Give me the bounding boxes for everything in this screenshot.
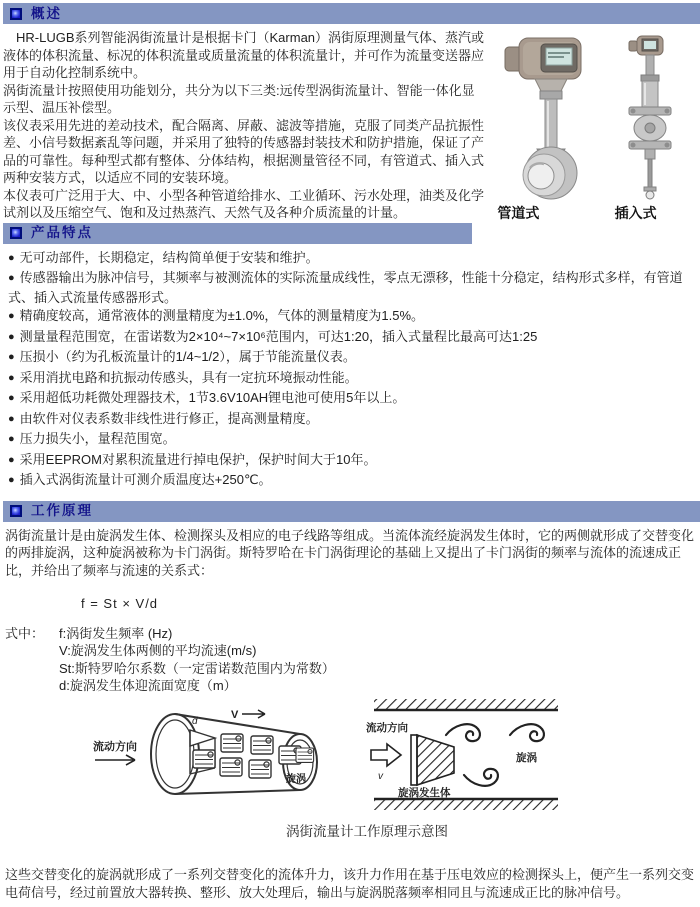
overview-section [3, 29, 697, 223]
where-lines [59, 625, 335, 695]
product-image-insertion [615, 33, 685, 223]
bullet-icon: ● [8, 330, 15, 343]
velocity-label: v [378, 770, 383, 782]
feature-text: 采用消扰电路和抗振动传感头，具有一定抗环境振动性能。 [19, 369, 358, 385]
formula-text: f = St × V/d [81, 596, 159, 611]
insertion-flowmeter-image [615, 33, 685, 201]
features-section [3, 223, 697, 491]
feature-text: 由软件对仪表系数非线性进行修正，提高测量精度。 [19, 410, 319, 426]
overview-paragraph: 本仪表可广泛用于大、中、小型各种管道给排水、工业循环、污水处理，油类及化学试剂以及压缩空气、饱和及过热蒸汽、天然气及各种介质流量的计量。 [3, 187, 485, 220]
flow-direction-label: 流动方向 [93, 740, 137, 753]
pipeline-flowmeter-image [497, 33, 602, 201]
feature-item [8, 328, 697, 348]
vortex-label: 旋涡 [516, 751, 537, 764]
d-label: d [192, 715, 198, 727]
feature-text: 精确度较高，通常液体的测量精度为±1.0%，气体的测量精度为1.5%。 [19, 308, 425, 323]
product-images [485, 29, 697, 223]
diagram-pipe [93, 702, 338, 814]
where-label: 式中： [5, 625, 45, 641]
feature-list [3, 249, 697, 491]
diagram-channel [366, 699, 566, 817]
section-square-icon [10, 505, 22, 517]
velocity-label: V [231, 708, 239, 721]
principle-intro: 涡街流量计是由旋涡发生体、检测探头及相应的电子线路等组成。当流体流经旋涡发生体时，它的两侧就形成了交替变化的两排旋涡，这种旋涡被称为卡门涡街。斯特罗哈在卡门涡街理论的基础上又提出了卡门涡街的频率与流体的流速成正比，并给出了频率与流速的关系式： [5, 527, 695, 578]
diagram-caption: 涡街流量计工作原理示意图 [286, 823, 448, 839]
section-header-principle [3, 501, 700, 522]
section-square-icon [10, 227, 22, 239]
overview-paragraph: 该仪表采用先进的差动技术，配合隔离、屏蔽、滤波等措施，克服了同类产品抗振性差、小信号数据紊乱等问题，并采用了独特的传感器封装技术和防护措施，保证了产品的可靠性。每种型式都有整体、分体结构，根据测量管径不同，有管道式、插入式两种安装方式，以适应不同的安装环境。 [3, 117, 485, 185]
vortex-generator-label: 旋涡发生体 [398, 786, 451, 799]
section-title-features: 产品特点 [31, 225, 93, 241]
section-header-overview [3, 3, 700, 24]
bullet-icon: ● [8, 351, 15, 363]
feature-item [8, 307, 697, 327]
closing-paragraph: 这些交替变化的旋涡就形成了一系列交替变化的流体升力，该升力作用在基于压电效应的检测探头上，便产生一系列交变电荷信号，经过前置放大器转换、整形、放大处理后，输出与旋涡脱落频率相同且与流速成正比的脉冲信号。 [5, 867, 695, 900]
where-line: d:旋涡发生体迎流面宽度（m） [59, 678, 237, 693]
feature-text: 采用超低功耗微处理器技术，1节3.6V10AH锂电池可使用5年以上。 [19, 390, 406, 405]
bullet-icon: ● [8, 251, 15, 264]
where-line: f:涡街发生频率 (Hz) [59, 625, 173, 641]
section-square-icon [10, 8, 22, 20]
product-image-pipeline [497, 33, 602, 223]
overview-text-block [3, 29, 485, 223]
bullet-icon: ● [8, 453, 15, 466]
feature-item [8, 269, 697, 306]
feature-item [8, 410, 697, 430]
feature-item [8, 430, 697, 450]
feature-item [8, 471, 697, 491]
feature-text: 无可动部件，长期稳定，结构简单便于安装和维护。 [19, 249, 319, 265]
overview-paragraph: 涡街流量计按照使用功能划分，共分为以下三类:远传型涡街流量计、智能一体化显示型、温压补偿型。 [3, 82, 475, 115]
bullet-icon: ● [8, 392, 15, 404]
feature-text: 传感器输出为脉冲信号，其频率与被测流体的实际流量成线性，零点无漂移，性能十分稳定，结构形式多样，有管道式、插入式流量传感器形式。 [8, 270, 683, 305]
feature-text: 采用EEPROM对累积流量进行掉电保护，保护时间大于10年。 [19, 451, 377, 467]
bullet-icon: ● [8, 412, 15, 425]
section-title-principle: 工作原理 [31, 503, 93, 519]
formula-legend [5, 625, 697, 695]
feature-text: 压损小（约为孔板流量计的1/4~1/2），属于节能流量仪表。 [19, 349, 356, 364]
feature-text: 测量量程范围宽，在雷诺数为2×10⁴~7×10⁶范围内，可达1:20，插入式量程比最高可达1:25 [19, 328, 538, 344]
bullet-icon: ● [8, 371, 15, 384]
where-line: St:斯特罗哈尔系数（一定雷诺数范围内为常数） [59, 660, 335, 676]
bullet-icon: ● [8, 272, 15, 284]
where-line: V:旋涡发生体两侧的平均流速(m/s) [59, 643, 257, 658]
feature-item [8, 451, 697, 471]
image-caption-insertion: 插入式 [614, 205, 657, 221]
feature-text: 插入式涡街流量计可测介质温度达+250℃。 [19, 472, 272, 487]
bullet-icon: ● [8, 433, 15, 445]
section-header-features [3, 223, 472, 244]
principle-diagrams [93, 699, 697, 817]
principle-section [3, 501, 697, 902]
feature-item [8, 249, 697, 269]
overview-paragraph: HR-LUGB系列智能涡街流量计是根据卡门（Karman）涡街原理测量气体、蒸汽或液体的体积流量、标况的体积流量或质量流量的体积流量计，并可作为流量变送器应用于自动化控制系统中。 [3, 30, 485, 80]
vortex-label: 旋涡 [286, 773, 306, 785]
feature-text: 压力损失小，量程范围宽。 [19, 431, 176, 446]
section-title-overview: 概述 [31, 5, 62, 21]
feature-item [8, 389, 697, 409]
feature-item [8, 369, 697, 389]
feature-item [8, 348, 697, 368]
image-caption-pipeline: 管道式 [497, 205, 540, 221]
flow-direction-label: 流动方向 [366, 721, 408, 734]
bullet-icon: ● [8, 310, 15, 322]
bullet-icon: ● [8, 474, 15, 486]
